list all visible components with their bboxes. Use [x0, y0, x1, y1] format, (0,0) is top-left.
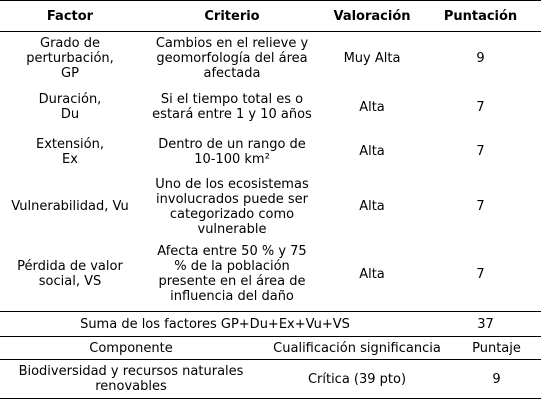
factor-line: Pérdida de valor: [17, 259, 123, 274]
componente-line: renovables: [95, 379, 167, 394]
criterio-line: categorizado como: [169, 206, 295, 222]
criterio-line: geomorfología del área: [156, 51, 308, 66]
criterio-line: presente en el área de: [158, 274, 306, 289]
valoracion-cell: Alta: [359, 99, 385, 115]
puntuacion-cell: 7: [476, 266, 485, 282]
summary-puntaje: 9: [492, 371, 501, 387]
criterio-line: estará entre 1 y 10 años: [152, 107, 312, 122]
factor-cell: [0, 128, 140, 175]
puntuacion-cell: 7: [476, 199, 485, 214]
puntuacion-cell: 9: [476, 51, 485, 66]
sum-label: Suma de los factores GP+Du+Ex+Vu+VS: [80, 316, 350, 332]
criterio-line: vulnerable: [197, 221, 267, 237]
factor-line: Duración,: [38, 92, 102, 107]
valoracion-cell: Alta: [359, 199, 385, 214]
summary-header-puntaje: Puntaje: [472, 340, 521, 356]
criterio-line: Dentro de un rango de: [158, 136, 306, 152]
summary-componente: [0, 360, 262, 398]
criterio-line: afectada: [203, 66, 261, 81]
factor-line: Grado de: [40, 36, 100, 51]
factor-line: Du: [60, 107, 80, 122]
factor-line: Ex: [62, 151, 78, 167]
header-puntuacion: Puntación: [443, 8, 518, 24]
criterio-line: involucrados puede ser: [156, 191, 308, 207]
rule-bottom: [0, 398, 541, 399]
componente-line: Biodiversidad y recursos naturales: [18, 364, 244, 379]
header-criterio: Criterio: [204, 8, 260, 24]
valoracion-cell: Alta: [359, 266, 385, 282]
valoracion-cell: Alta: [359, 144, 385, 159]
sum-value: 37: [477, 316, 494, 332]
factor-line: Vulnerabilidad, Vu: [11, 199, 129, 214]
factor-line: GP: [61, 66, 79, 81]
factor-line: Extensión,: [36, 136, 104, 152]
criterio-line: Si el tiempo total es o: [160, 92, 304, 107]
criterio-cell: [140, 238, 324, 310]
criterio-line: Cambios en el relieve y: [155, 36, 309, 51]
factor-cell: [0, 31, 140, 86]
summary-header-cualificacion: Cualificación significancia: [273, 340, 441, 356]
criterio-line: Uno de los ecosistemas: [155, 176, 309, 192]
factor-cell: [0, 175, 140, 238]
summary-cualificacion: Crítica (39 pto): [307, 371, 407, 387]
puntuacion-cell: 7: [476, 144, 485, 159]
criterio-line: influencia del daño: [170, 289, 294, 304]
criterio-cell: [140, 128, 324, 175]
criterio-cell: [140, 175, 324, 238]
header-valoracion: Valoración: [333, 8, 411, 24]
criterio-line: % de la población: [174, 259, 290, 274]
criterio-line: Afecta entre 50 % y 75: [157, 244, 307, 259]
factor-cell: [0, 238, 140, 310]
criterio-cell: [140, 86, 324, 128]
criterio-cell: [140, 31, 324, 86]
puntuacion-cell: 7: [476, 99, 485, 115]
factor-cell: [0, 86, 140, 128]
factor-line: social, VS: [38, 274, 102, 289]
criterio-line: 10-100 km²: [194, 151, 270, 167]
factor-line: perturbación,: [26, 51, 114, 66]
valoracion-cell: Muy Alta: [343, 51, 401, 66]
summary-header-componente: Componente: [89, 340, 173, 356]
header-factor: Factor: [46, 8, 94, 24]
